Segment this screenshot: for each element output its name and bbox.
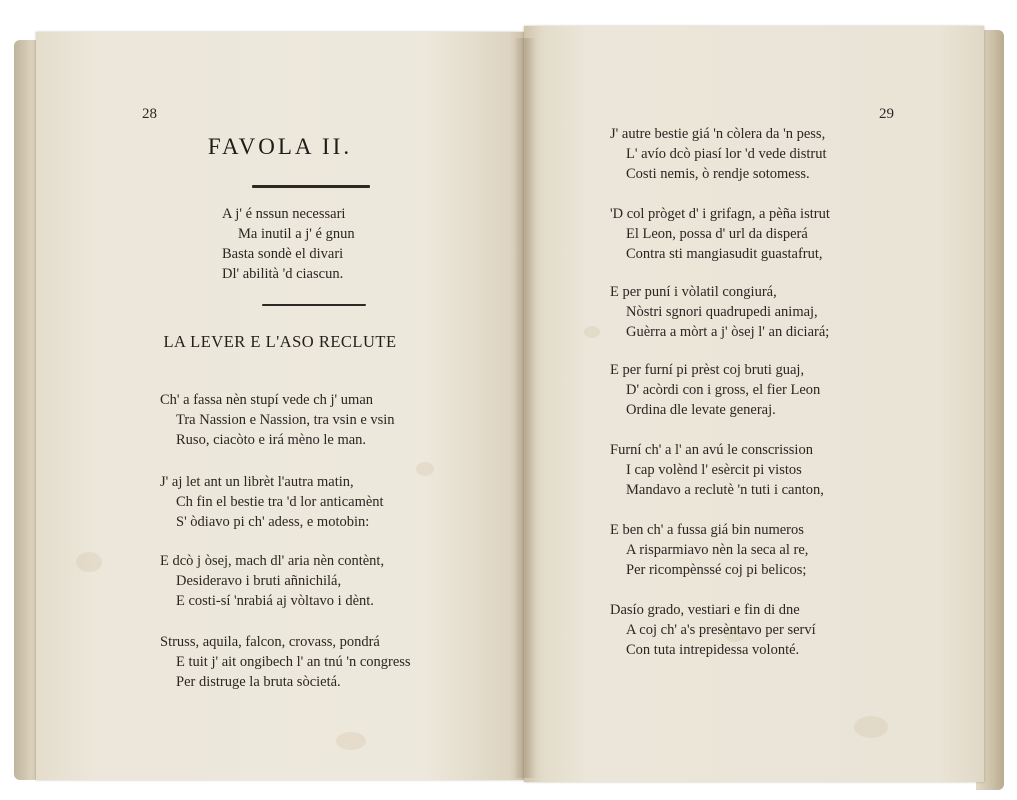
verse-line: Mandavo a reclutè 'n tuti i canton, <box>626 482 824 498</box>
verse-line: A coj ch' a's presèntavo per serví <box>626 622 816 638</box>
epigraph-line: A j' é nssun necessari <box>222 206 346 222</box>
stanza <box>610 600 816 660</box>
right-page <box>524 26 984 782</box>
verse-line: E per puní i vòlatil congiurá, <box>610 284 777 300</box>
book-gutter <box>514 38 536 778</box>
verse-line: E tuit j' ait ongibech l' an tnú 'n congress <box>176 654 411 670</box>
stanza <box>610 124 827 184</box>
stanza <box>610 282 829 342</box>
title-rule <box>252 185 370 188</box>
verse-line: Furní ch' a l' an avú le conscrission <box>610 442 813 458</box>
left-page <box>36 32 524 780</box>
verse-line: Ch fin el bestie tra 'd lor anticamènt <box>176 494 384 510</box>
verse-line: Desideravo i bruti añnichilá, <box>176 573 342 589</box>
verse-line: Guèrra a mòrt a j' òsej l' an diciará; <box>626 324 830 340</box>
verse-line: Tra Nassion e Nassion, tra vsin e vsin <box>176 412 395 428</box>
verse-line: Struss, aquila, falcon, crovass, pondrá <box>160 634 380 650</box>
stanza <box>160 632 411 692</box>
verse-line: E dcò j òsej, mach dl' aria nèn contènt, <box>160 553 385 569</box>
verse-line: J' aj let ant un librèt l'autra matin, <box>160 474 354 490</box>
epigraph <box>222 204 355 284</box>
verse-line: D' acòrdi con i gross, el fier Leon <box>626 382 821 398</box>
fable-title: FAVOLA II. <box>207 134 353 159</box>
verse-line: J' autre bestie giá 'n còlera da 'n pess, <box>610 126 826 142</box>
verse-line: Per distruge la bruta sòcietá. <box>176 674 341 690</box>
stanza <box>610 440 824 500</box>
stanza <box>610 204 830 264</box>
verse-line: E ben ch' a fussa giá bin numeros <box>610 522 804 538</box>
open-book <box>14 18 1004 792</box>
epigraph-rule <box>262 304 366 306</box>
verse-line: Ruso, ciacòto e irá mèno le man. <box>176 432 367 448</box>
fable-subtitle: LA LEVER E L'ASO RECLUTE <box>163 332 397 351</box>
verse-line: A risparmiavo nèn la seca al re, <box>626 542 809 558</box>
epigraph-line: Ma inutil a j' é gnun <box>238 226 355 242</box>
verse-line: Dasío grado, vestiari e fin di dne <box>610 602 800 618</box>
verse-line: S' òdiavo pi ch' adess, e motobin: <box>176 514 370 530</box>
verse-line: El Leon, possa d' url da disperá <box>626 226 808 242</box>
verse-line: Ch' a fassa nèn stupí vede ch j' uman <box>160 392 374 408</box>
verse-line: I cap volènd l' esèrcit pi vistos <box>626 462 802 478</box>
stanza <box>160 390 395 450</box>
verse-line: Costi nemis, ò rendje sotomess. <box>626 166 810 182</box>
epigraph-line: Basta sondè el divari <box>222 246 344 262</box>
epigraph-line: Dl' abilità 'd ciascun. <box>222 266 344 282</box>
verse-line: Ordina dle levate generaj. <box>626 402 776 418</box>
page-number-left: 28 <box>142 106 157 122</box>
verse-line: E costi-sí 'nrabiá aj vòltavo i dènt. <box>176 593 374 609</box>
stanza <box>610 520 808 580</box>
verse-line: E per furní pi prèst coj bruti guaj, <box>610 362 805 378</box>
stanza <box>610 360 820 420</box>
verse-line: Con tuta intrepidessa volonté. <box>626 642 800 658</box>
verse-line: Nòstri sgnori quadrupedi animaj, <box>626 304 818 320</box>
page-number-right: 29 <box>879 106 894 122</box>
verse-line: L' avío dcò piasí lor 'd vede distrut <box>626 146 827 162</box>
stanza <box>160 551 384 611</box>
stanza <box>160 472 384 532</box>
verse-line: Per ricompènssé coj pi belicos; <box>626 562 807 578</box>
verse-line: 'D col pròget d' i grifagn, a pèña istrut <box>610 206 830 222</box>
verse-line: Contra sti mangiasudit guastafrut, <box>626 246 823 262</box>
